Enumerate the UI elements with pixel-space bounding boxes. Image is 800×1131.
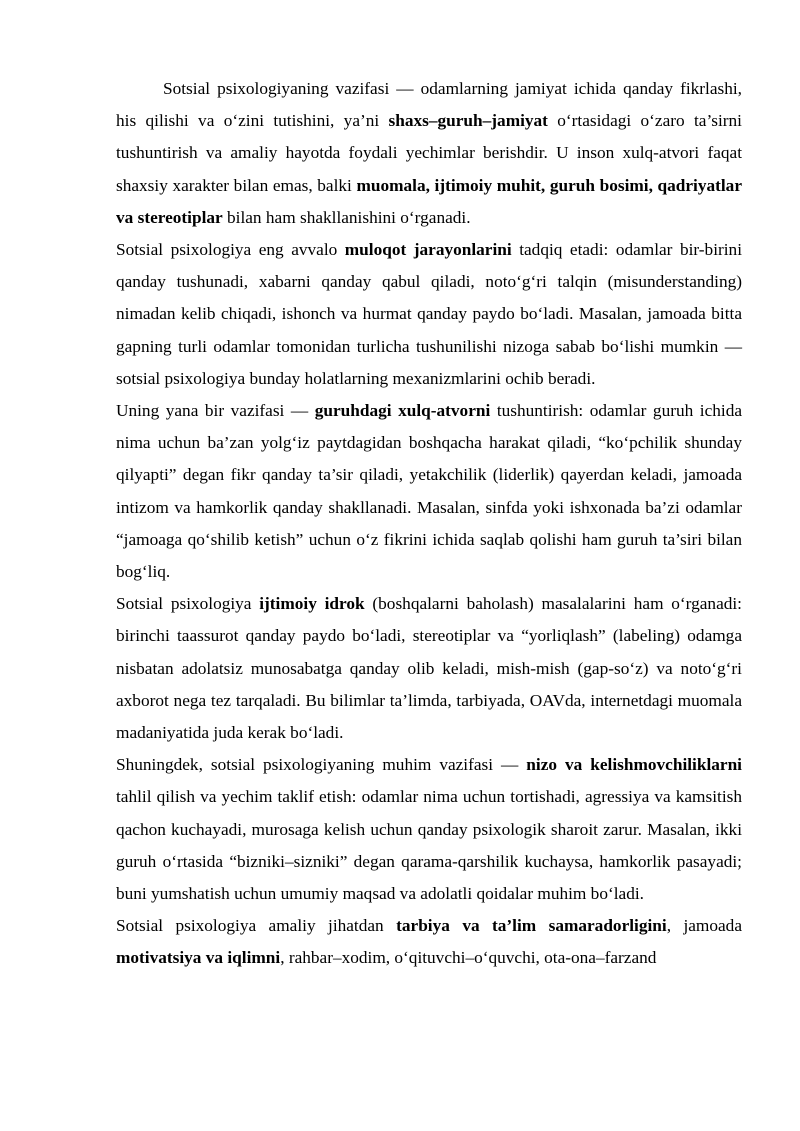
bold-phrase: motivatsiya va iqlimni bbox=[116, 948, 281, 968]
text-run: tadqiq etadi: odamlar bir-birini qanday tushunadi, xabarni qanday qabul qiladi, noto‘g‘ri talqin (misunderstanding) nimadan kelib chiqadi, ishonch va hurmat qanday paydo bo‘ladi. Masalan, jamoada bitta gapning turli odamlar tomonidan turlicha tushunilishi nizoga sabab bo‘lishi mumkin — sotsial psixologiya bunday holatlarning mexanizmlarini ochib beradi. bbox=[116, 240, 742, 388]
text-run: Shuningdek, sotsial psixologiyaning muhim vazifasi — bbox=[116, 755, 527, 775]
paragraph-5 bbox=[116, 749, 742, 910]
bold-phrase: muloqot jarayonlarini bbox=[344, 240, 512, 260]
bold-phrase: guruhdagi xulq-atvorni bbox=[314, 401, 491, 421]
text-run: , jamoada bbox=[666, 916, 742, 936]
paragraph-2 bbox=[116, 234, 742, 395]
bold-phrase: ijtimoiy idrok bbox=[259, 594, 365, 614]
text-run: Sotsial psixologiya eng avvalo bbox=[116, 240, 345, 260]
text-run: tushuntirish: odamlar guruh ichida nima uchun ba’zan yolg‘iz paytdagidan boshqacha harakat qiladi, “ko‘pchilik shunday qilyapti” degan fikr qanday ta’sir qiladi, yetakchilik (liderlik) qayerdan keladi, jamoada intizom va hamkorlik qanday shakllanadi. Masalan, sinfda yoki ishxonada ba’zi odamlar “jamoaga qo‘shilib ketish” uchun o‘z fikrini ichida saqlab qolishi ham guruh ta’siri bilan bog‘liq. bbox=[116, 401, 743, 582]
text-run: , rahbar–xodim, o‘qituvchi–o‘quvchi, ota-ona–farzand bbox=[280, 948, 657, 968]
text-run: o‘rtasidagi o‘zaro ta’sirni tushuntirish va amaliy hayotda foydali yechimlar berishdir. U inson xulq-atvori faqat shaxsiy xarakter bilan emas, balki bbox=[116, 111, 742, 195]
bold-phrase: muomala, ijtimoiy muhit, guruh bosimi, qadriyatlar va stereotiplar bbox=[116, 175, 742, 227]
text-run: Sotsial psixologiya bbox=[116, 594, 260, 614]
bold-phrase: nizo va kelishmovchiliklarni bbox=[526, 755, 742, 775]
paragraph-4 bbox=[116, 588, 742, 749]
paragraph-3 bbox=[116, 395, 742, 588]
text-run: (boshqalarni baholash) masalalarini ham o‘rganadi: birinchi taassurot qanday paydo bo‘ladi, stereotiplar va “yorliqlash” (labeling) odamga nisbatan adolatsiz munosabatga qanday olib keladi, mish-mish (gap-so‘z) va noto‘g‘ri axborot nega tez tarqaladi. Bu bilimlar ta’limda, tarbiyada, OAVda, internetdagi muomala madaniyatida juda kerak bo‘ladi. bbox=[116, 594, 742, 743]
text-run: Sotsial psixologiyaning vazifasi — odamlarning jamiyat ichida qanday fikrlashi, his qilishi va o‘zini tutishini, ya’ni bbox=[116, 79, 742, 131]
text-run: tahlil qilish va yechim taklif etish: odamlar nima uchun tortishadi, agressiya va kamsitish qachon kuchayadi, murosaga kelish uchun qanday psixologik sharoit zarur. Masalan, ikki guruh o‘rtasida “bizniki–sizniki” degan qarama-qarshilik kuchaysa, hamkorlik pasayadi; buni yumshatish uchun umumiy maqsad va adolatli qoidalar muhim bo‘ladi. bbox=[116, 787, 742, 904]
text-run: bilan ham shakllanishini o‘rganadi. bbox=[222, 207, 471, 227]
bold-phrase: tarbiya va ta’lim samaradorligini bbox=[396, 916, 667, 936]
text-run: Uning yana bir vazifasi — bbox=[116, 401, 315, 421]
text-run: Sotsial psixologiya amaliy jihatdan bbox=[116, 916, 397, 936]
bold-phrase: shaxs–guruh–jamiyat bbox=[388, 111, 548, 131]
document-body bbox=[116, 73, 742, 975]
paragraph-6 bbox=[116, 910, 742, 974]
paragraph-1 bbox=[116, 73, 742, 234]
